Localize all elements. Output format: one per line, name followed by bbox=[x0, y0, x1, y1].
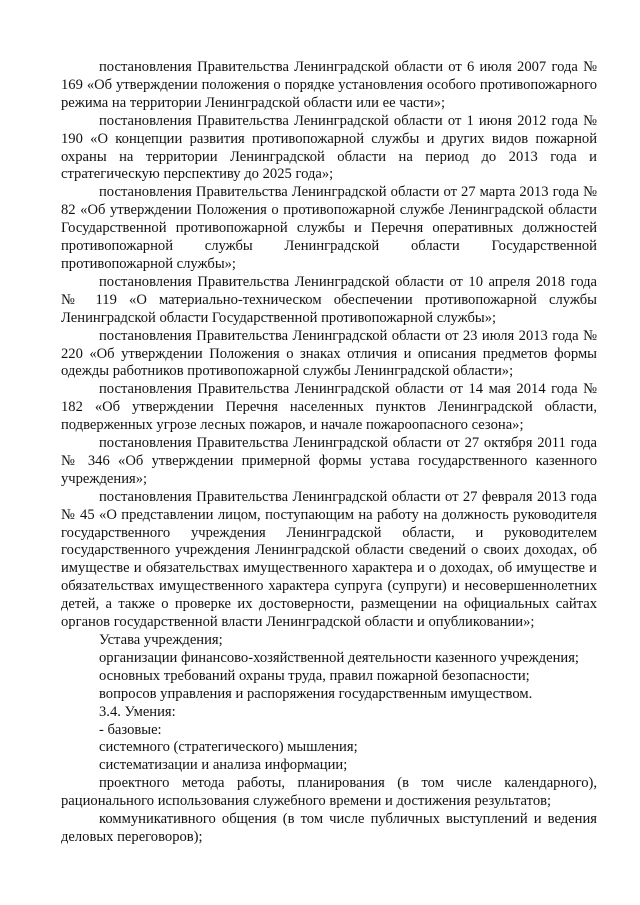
paragraph-resolution-346: постановления Правительства Ленинградской области от 27 октября 2011 года № 346 «Об утверждении примерной формы устава государственного казенного учреждения»; bbox=[61, 435, 597, 487]
section-heading-skills: 3.4. Умения: bbox=[99, 703, 176, 720]
line-charter: Устава учреждения; bbox=[99, 632, 223, 648]
paragraph-resolution-182: постановления Правительства Ленинградской области от 14 мая 2014 года № 182 «Об утверждении Перечня населенных пунктов Ленинградской области, подверженных угрозе лесных пожаров, и начале пожароопасного сезона»; bbox=[61, 381, 597, 434]
paragraph-resolution-220: постановления Правительства Ленинградской области от 23 июля 2013 года № 220 «Об утверждении Положения о знаках отличия и описания предметов формы одежды работников противопожарной службы Ленинградской области»; bbox=[61, 327, 597, 380]
paragraph-resolution-119: постановления Правительства Ленинградской области от 10 апреля 2018 года № 119 «О материально-техническом обеспечении противопожарной службы Ленинградской области Государственной противопожарной службы»; bbox=[61, 273, 597, 326]
paragraph-resolution-82: постановления Правительства Ленинградской области от 27 марта 2013 года № 82 «Об утверждении Положения о противопожарной службе Ленинградской области Государственной противопожарной службы и Перечня оперативных должностей противопожарной службы Ленинградской области Государственной противопожарной службы»; bbox=[61, 184, 597, 272]
line-safety: основных требований охраны труда, правил пожарной безопасности; bbox=[99, 667, 530, 684]
line-property: вопросов управления и распоряжения государственным имуществом. bbox=[99, 685, 533, 702]
paragraph-resolution-169: постановления Правительства Ленинградской области от 6 июля 2007 года № 169 «Об утверждении положения о порядке установления особого противопожарного режима на территории Ленинградской области или ее части»; bbox=[61, 59, 597, 111]
document-body bbox=[61, 59, 597, 847]
line-systemic-thinking: системного (стратегического) мышления; bbox=[99, 739, 358, 756]
line-basic: - базовые: bbox=[99, 721, 162, 738]
paragraph-resolution-45: постановления Правительства Ленинградской области от 27 февраля 2013 года № 45 «О представлении лицом, поступающим на работу на должность руководителя государственного учреждения Ленинградской области, и руководителем государственного учреждения Ленинградской области сведений о своих доходах, об имуществе и обязательствах имущественного характера и о доходах, об имуществе и обязательствах имущественного характера супруга (супруги) и несовершеннолетних детей, а также о проверке их достоверности, размещении на официальных сайтах органов государственной власти Ленинградской области и опубликовании»; bbox=[61, 488, 597, 631]
paragraph-resolution-190: постановления Правительства Ленинградской области от 1 июня 2012 года № 190 «О концепции развития противопожарной службы и других видов пожарной охраны на территории Ленинградской области на период до 2013 года и стратегическую перспективу до 2025 года»; bbox=[61, 112, 597, 183]
line-analysis: систематизации и анализа информации; bbox=[99, 757, 348, 774]
paragraph-communication: коммуникативного общения (в том числе публичных выступлений и ведения деловых переговоров); bbox=[61, 811, 597, 845]
paragraph-project-method: проектного метода работы, планирования (в том числе календарного), рационального использования служебного времени и достижения результатов; bbox=[61, 775, 597, 810]
line-finance: организации финансово-хозяйственной деятельности казенного учреждения; bbox=[99, 649, 579, 666]
